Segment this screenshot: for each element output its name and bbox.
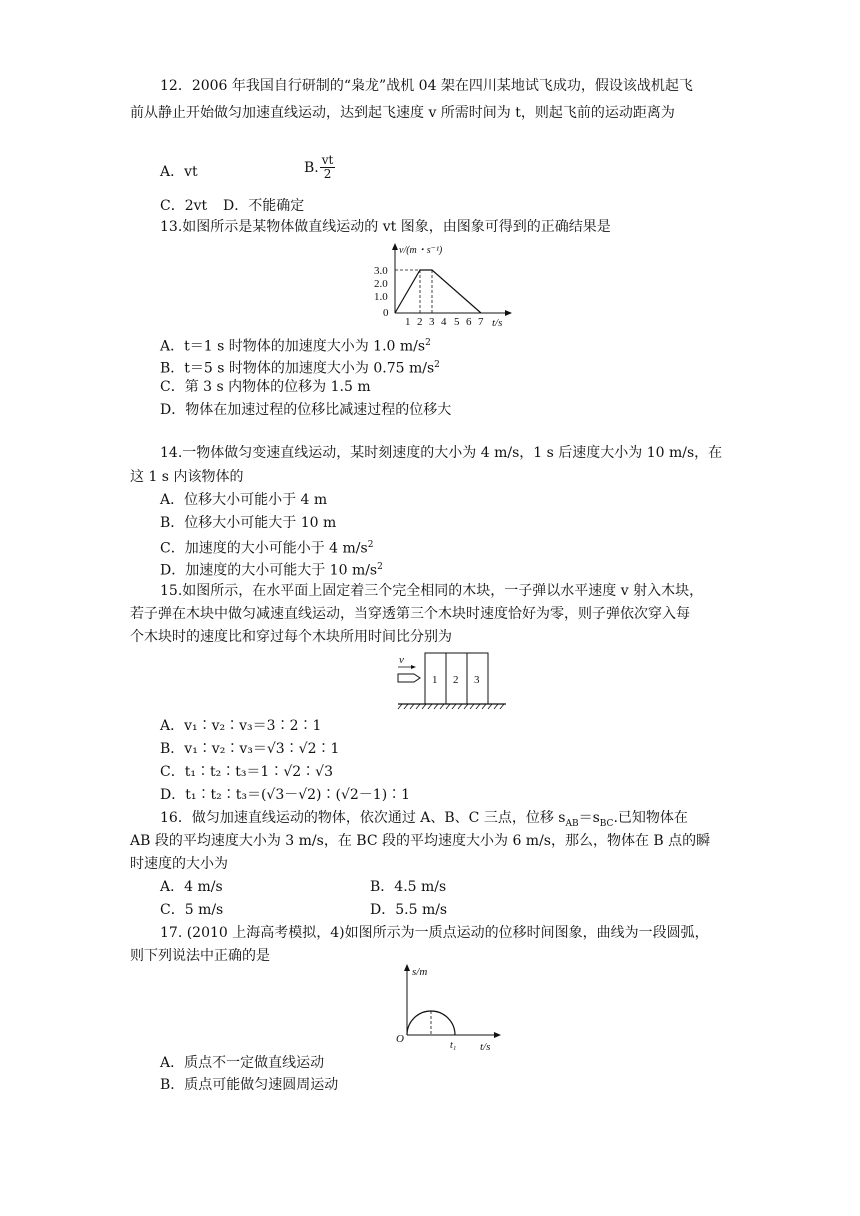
q15-option-d: D．t₁∶t₂∶t₃＝(√3－√2)∶(√2－1)∶1: [160, 787, 411, 803]
q12-stem-line1: 12．2006 年我国自行研制的“枭龙”战机 04 架在四川某地试飞成功，假设该战机起飞: [160, 78, 693, 94]
q13-option-b-text: B．t＝5 s 时物体的加速度大小为 0.75 m/s: [160, 360, 435, 377]
q16-stem-line1-part1: 16．做匀加速直线运动的物体，依次通过 A、B、C 三点，位移 s: [160, 810, 566, 826]
q13-xtick-1: 1: [405, 316, 411, 328]
q17-graph-origin: O: [396, 1033, 404, 1045]
q13-xtick-4: 4: [441, 316, 447, 328]
q13-option-c: C．第 3 s 内物体的位移为 1.5 m: [160, 379, 371, 395]
q16-stem-line1-part2: ＝s: [578, 810, 600, 826]
q13-option-b: B．t＝5 s 时物体的加速度大小为 0.75 $m/s^2$: [160, 360, 440, 377]
wood-block-label-2: 2: [453, 674, 459, 686]
q13-stem: 13.如图所示是某物体做直线运动的 vt 图象，由图象可得到的正确结果是: [160, 219, 611, 235]
q17-stem-line1: 17. (2010 上海高考模拟，4)如图所示为一质点运动的位移时间图象，曲线为一段圆弧，: [160, 925, 709, 941]
q13-graph-xlabel: t/s: [492, 317, 503, 329]
q13-graph-ylabel: v/(m・s⁻¹): [399, 245, 443, 256]
wood-block-label-1: 1: [432, 674, 438, 686]
q15-stem-line2: 若子弹在木块中做匀减速直线运动，当穿透第三个木块时速度恰好为零，则子弹依次穿入每: [130, 606, 690, 622]
q16-stem-line3: 时速度的大小为: [130, 856, 228, 872]
q15-option-b: B．v₁∶v₂∶v₃＝√3∶√2∶1: [160, 741, 340, 757]
q16-stem-line1: [160, 808, 688, 834]
q12-stem-line2: 前从静止开始做匀加速直线运动，达到起飞速度 v 所需时间为 t，则起飞前的运动距离为: [130, 105, 675, 121]
q14-stem-line1: 14.一物体做匀变速直线运动，某时刻速度的大小为 4 m/s，1 s 后速度大小为 10 m/s，在: [160, 445, 723, 461]
q16-option-b: B．4.5 m/s: [370, 879, 447, 895]
q12-option-b-fraction: [320, 154, 336, 181]
q15-velocity-label: v: [399, 654, 404, 666]
q15-option-a: A．v₁∶v₂∶v₃＝3∶2∶1: [160, 718, 322, 734]
q12-option-b-numerator: vt: [321, 153, 334, 167]
q12-option-a: A．vt: [160, 164, 198, 180]
q17-option-b: B．质点可能做匀速圆周运动: [160, 1077, 339, 1093]
q12-option-c: C．2vt: [160, 198, 208, 214]
q16-stem-line2: AB 段的平均速度大小为 3 m/s，在 BC 段的平均速度大小为 6 m/s，那么，物体在 B 点的瞬: [130, 833, 711, 849]
q13-vt-graph: [360, 240, 520, 330]
q13-xtick-3: 3: [429, 316, 435, 328]
q14-stem-line2: 这 1 s 内该物体的: [130, 469, 244, 485]
q13-xtick-6: 6: [466, 316, 472, 328]
q13-ytick-3: 3.0: [374, 265, 388, 277]
ground-hatching: [398, 704, 504, 709]
q14-option-d-text: D．加速度的大小可能大于 10 m/s: [160, 562, 378, 579]
q17-graph-t1: t₁: [450, 1040, 457, 1051]
bullet-icon: [398, 674, 420, 682]
q15-stem-line3: 个木块时的速度比和穿过每个木块所用时间比分别为: [130, 629, 452, 645]
q14-option-c-text: C．加速度的大小可能小于 4 m/s: [160, 540, 368, 557]
q15-stem-line1: 15.如图所示，在水平面上固定着三个完全相同的木块，一子弹以水平速度 v 射入木块，: [160, 583, 704, 599]
q13-vt-line: [395, 270, 481, 313]
q14-option-c: C．加速度的大小可能小于 4 $m/s^2$: [160, 540, 374, 557]
q13-ytick-0: 0: [383, 307, 389, 319]
q16-subscript-bc: BC: [599, 818, 614, 829]
q14-option-a: A．位移大小可能小于 4 m: [160, 492, 328, 508]
q12-option-d: D．不能确定: [223, 198, 305, 214]
wood-block-label-3: 3: [474, 674, 480, 686]
q13-option-a-text: A．t＝1 s 时物体的加速度大小为 1.0 m/s: [160, 338, 426, 355]
q16-stem-line1-part3: .已知物体在: [613, 810, 688, 826]
q17-graph-xlabel: t/s: [480, 1041, 491, 1053]
q12-option-b: [304, 154, 335, 181]
q13-xtick-5: 5: [454, 316, 460, 328]
q17-graph-ylabel: s/m: [412, 966, 428, 978]
q16-option-d: D．5.5 m/s: [370, 902, 448, 918]
q13-option-a: A．t＝1 s 时物体的加速度大小为 1.0 $m/s^2$: [160, 338, 431, 355]
q13-ytick-2: 2.0: [374, 278, 388, 290]
q17-stem-line2: 则下列说法中正确的是: [130, 948, 270, 964]
q13-xtick-7: 7: [478, 316, 484, 328]
q16-subscript-ab: AB: [565, 818, 579, 829]
q16-option-a: A．4 m/s: [160, 879, 223, 895]
q13-option-d: D．物体在加速过程的位移比减速过程的位移大: [160, 402, 452, 418]
q15-option-c: C．t₁∶t₂∶t₃＝1∶√2∶√3: [160, 764, 333, 780]
q12-option-b-denominator: 2: [323, 167, 332, 181]
q14-option-d: D．加速度的大小可能大于 10 $m/s^2$: [160, 562, 383, 579]
q13-xtick-2: 2: [417, 316, 423, 328]
q17-option-a: A．质点不一定做直线运动: [160, 1055, 325, 1071]
q15-bullet-blocks-figure: [394, 650, 510, 712]
q13-ytick-1: 1.0: [374, 291, 388, 303]
q14-option-b: B．位移大小可能大于 10 m: [160, 515, 337, 531]
q12-option-b-prefix: B.: [304, 159, 319, 176]
q17-st-graph: [390, 960, 510, 1052]
q16-option-c: C．5 m/s: [160, 902, 224, 918]
